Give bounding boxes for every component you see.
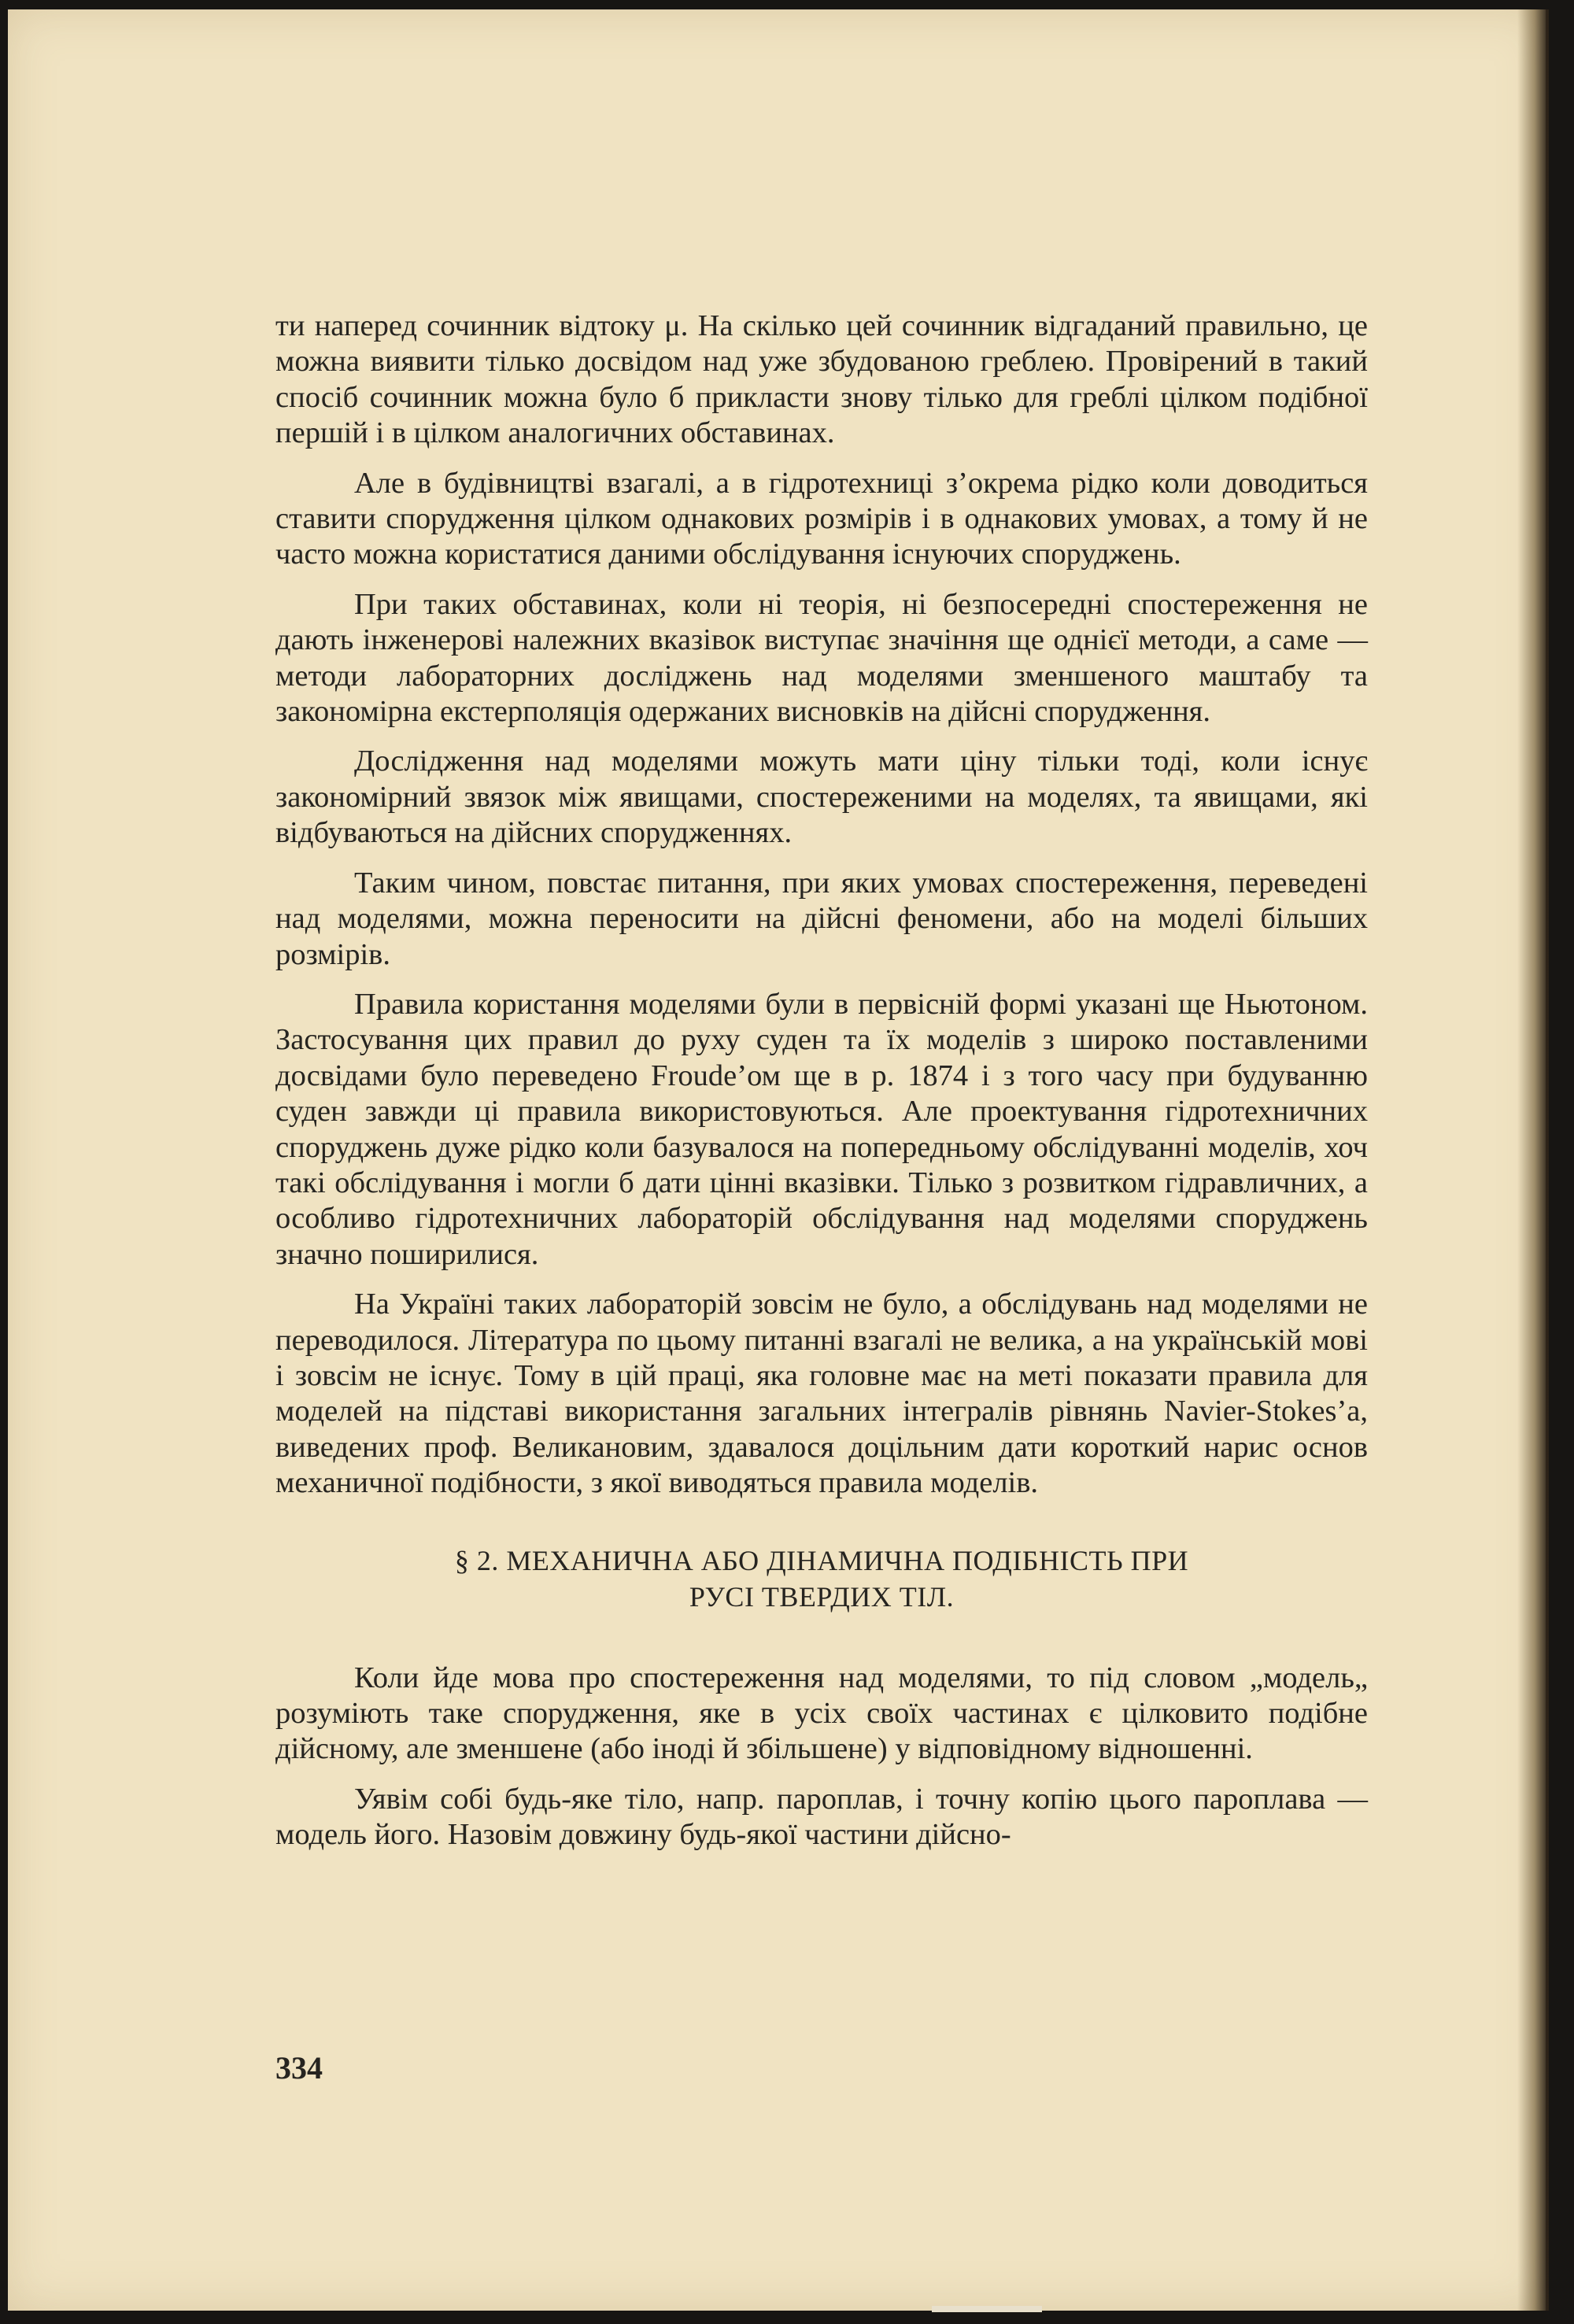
paragraph-9: Уявім собі будь-яке тіло, напр. пароплав, і точну копію цього пароплава — модель його. Назовім довжину будь-якої частини дійсно- xyxy=(275,1782,1368,1852)
paragraph-4: Дослідження над моделями можуть мати ціну тільки тоді, коли існує закономірний звязок між явищами, спостереженими на моделях, та явищами, які відбуваються на дійсних спорудженнях. xyxy=(275,744,1368,850)
paragraph-3: При таких обставинах, коли ні теорія, ні безпосередні спостереження не дають інженерові належних вказівок виступає значіння ще однієї методи, а саме — методи лабораторних досліджень над моделями зменшеного маштабу та закономірна екстерполяція одержаних висновків на дійсні спорудження. xyxy=(275,587,1368,729)
page-number: 334 xyxy=(275,2050,323,2086)
section-heading-line-2: РУСІ ТВЕРДИХ ТІЛ. xyxy=(689,1580,955,1613)
bottom-edge-mark xyxy=(932,2306,1042,2312)
paragraph-2: Але в будівництві взагалі, а в гідротехниці з’окрема рідко коли доводиться ставити спорудження цілком однакових розмірів і в однакових умовах, а тому й не часто можна користатися даними обслідування існуючих споруджень. xyxy=(275,466,1368,571)
section-heading-line-1: § 2. МЕХАНИЧНА АБО ДІНАМИЧНА ПОДІБНІСТЬ ПРИ xyxy=(454,1544,1189,1576)
paragraph-5: Таким чином, повстає питання, при яких умовах спостереження, переведені над моделями, можна переносити на дійсні феномени, або на моделі більших розмірів. xyxy=(275,866,1368,971)
paragraph-7: На Україні таких лабораторій зовсім не було, а обслідувань над моделями не переводилося. Література по цьому питанні взагалі не велика, а на українській мові і зовсім не існує. Тому в цій праці, яка головне має на меті показати правила для моделей на підставі використання загальних інтегралів рівнянь Navier-Stokes’а, виведених проф. Великановим, здавалося доцільним дати короткий нарис основ механичної подібности, з якої виводяться правила моделів. xyxy=(275,1288,1368,1500)
book-spine-shadow xyxy=(1517,9,1549,2311)
page-body xyxy=(275,309,1368,1868)
paragraph-6: Правила користання моделями були в первісній формі указані ще Ньютоном. Застосування цих правил до руху суден та їх моделів з широко поставленими досвідами було переведено Froude’ом ще в р. 1874 і з того часу при будуванню суден завжди ці правила використовуються. Але проектування гідротехничних споруджень дуже рідко коли базувалося на попередньому обслідуванні моделів, хоч такі обслідування і могли б дати цінні вказівки. Тілько з розвитком гідравличних, а особливо гідротехничних лабораторій обслідування над моделями споруджень значно поширилися. xyxy=(275,987,1368,1271)
paragraph-8: Коли йде мова про спостереження над моделями, то під словом „модель„ розуміють таке спорудження, яке в усіх своїх частинах є цілковито подібне дійсному, але зменшене (або іноді й збільшене) у відповідному відношенні. xyxy=(275,1661,1368,1766)
section-heading xyxy=(275,1543,1368,1615)
paragraph-1: ти наперед сочинник відтоку μ. На скілько цей сочинник відгаданий правильно, це можна виявити тілько досвідом над уже збудованою греблею. Провірений в такий спосіб сочинник можна було б прикласти знову тілько для греблі цілком подібної першій і в цілком аналогичних обставинах. xyxy=(275,309,1368,450)
